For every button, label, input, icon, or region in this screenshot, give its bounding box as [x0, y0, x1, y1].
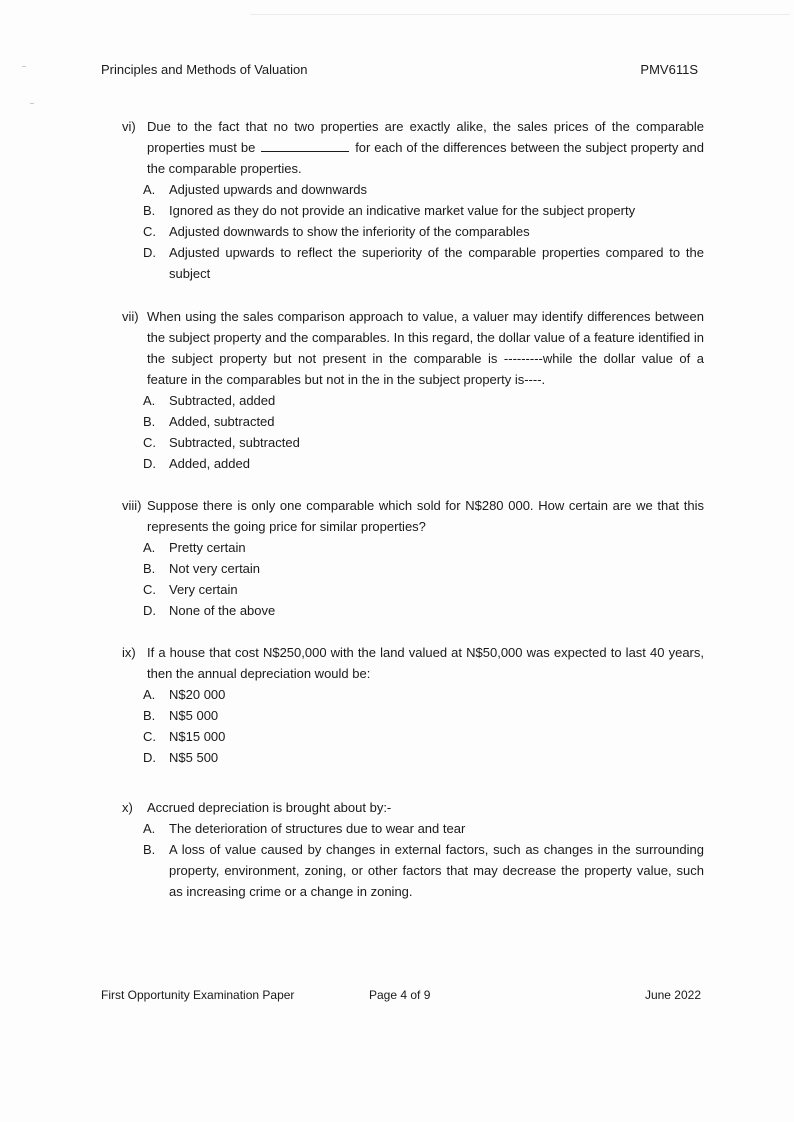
option-letter: D.	[143, 245, 156, 260]
scan-speck	[30, 103, 34, 104]
option-text: Subtracted, subtracted	[169, 435, 300, 450]
question-text-part1: Due to the fact that no two properties are exactly alike, the sales prices of the comparable properties must be	[147, 119, 704, 155]
option-c	[122, 726, 704, 747]
option-text: Adjusted downwards to show the inferiority of the comparables	[169, 224, 530, 239]
option-letter: A.	[143, 393, 156, 408]
option-text: N$5 000	[169, 708, 219, 723]
option-letter: A.	[143, 821, 156, 836]
option-text: N$5 500	[169, 750, 219, 765]
option-text: Adjusted upwards to reflect the superiority of the comparable properties compared to the subject	[169, 245, 704, 281]
option-letter: B.	[143, 203, 156, 218]
option-c	[122, 221, 704, 242]
page-header	[101, 62, 698, 80]
option-letter: C.	[143, 435, 156, 450]
option-a	[122, 818, 704, 839]
option-letter: C.	[143, 729, 156, 744]
question-number: ix)	[122, 645, 136, 660]
option-letter: A.	[143, 687, 156, 702]
option-b	[122, 705, 704, 726]
question-number: vi)	[122, 119, 136, 134]
answer-blank	[261, 139, 349, 152]
option-text: Pretty certain	[169, 540, 246, 555]
option-d	[122, 242, 704, 284]
question-stem: Accrued depreciation is brought about by:-	[147, 800, 392, 815]
options-list	[122, 684, 704, 768]
question-x	[122, 797, 704, 902]
option-text: The deterioration of structures due to wear and tear	[169, 821, 466, 836]
option-c	[122, 432, 704, 453]
option-b	[122, 200, 704, 221]
question-vii	[122, 306, 704, 474]
exam-date: June 2022	[644, 988, 701, 1002]
options-list	[122, 537, 704, 621]
option-d	[122, 453, 704, 474]
option-d	[122, 747, 704, 768]
question-number: viii)	[122, 498, 142, 513]
question-stem: Suppose there is only one comparable which sold for N$280 000. How certain are we that this represents the going price for similar properties?	[147, 498, 704, 534]
option-text: Ignored as they do not provide an indicative market value for the subject property	[169, 203, 636, 218]
options-list	[122, 818, 704, 902]
option-text: Subtracted, added	[169, 393, 276, 408]
option-letter: B.	[143, 561, 156, 576]
course-code: PMV611S	[640, 62, 698, 77]
question-number: vii)	[122, 309, 139, 324]
option-letter: D.	[143, 750, 156, 765]
option-letter: D.	[143, 603, 156, 618]
option-letter: C.	[143, 224, 156, 239]
option-a	[122, 390, 704, 411]
option-a	[122, 179, 704, 200]
page-number: Page 4 of 9	[369, 988, 431, 1002]
scan-artifact-line	[250, 14, 790, 15]
option-text: A loss of value caused by changes in external factors, such as changes in the surrounding property, environment, zoning, or other factors that may decrease the property value, such as increasing crime or a change in zoning.	[169, 842, 704, 899]
option-b	[122, 411, 704, 432]
option-a	[122, 684, 704, 705]
option-text: Added, subtracted	[169, 414, 275, 429]
option-letter: A.	[143, 182, 156, 197]
option-text: None of the above	[169, 603, 276, 618]
options-list	[122, 179, 704, 284]
option-b	[122, 558, 704, 579]
course-title: Principles and Methods of Valuation	[101, 62, 308, 77]
option-text: Not very certain	[169, 561, 261, 576]
question-number: x)	[122, 800, 133, 815]
option-c	[122, 579, 704, 600]
option-letter: D.	[143, 456, 156, 471]
question-text-part2: for each of the differences between the subject property and the comparable properties.	[147, 140, 704, 176]
question-stem: If a house that cost N$250,000 with the land valued at N$50,000 was expected to last 40 years, then the annual depreciation would be:	[147, 645, 704, 681]
question-viii	[122, 495, 704, 621]
page-footer	[101, 988, 701, 1006]
option-text: Added, added	[169, 456, 250, 471]
question-stem: When using the sales comparison approach to value, a valuer may identify differences between the subject property and the comparables. In this regard, the dollar value of a feature identified in the subject property but not present in the comparable is ---------while the dollar value of a feature in the comparables but not in the in the subject property is----.	[147, 309, 704, 387]
option-text: N$20 000	[169, 687, 226, 702]
option-a	[122, 537, 704, 558]
options-list	[122, 390, 704, 474]
option-text: Adjusted upwards and downwards	[169, 182, 368, 197]
option-d	[122, 600, 704, 621]
question-stem	[147, 116, 704, 179]
question-ix	[122, 642, 704, 768]
question-vi	[122, 116, 704, 284]
option-letter: B.	[143, 708, 156, 723]
option-text: Very certain	[169, 582, 238, 597]
option-letter: C.	[143, 582, 156, 597]
option-b	[122, 839, 704, 902]
option-letter: A.	[143, 540, 156, 555]
option-letter: B.	[143, 842, 156, 857]
option-text: N$15 000	[169, 729, 226, 744]
exam-name: First Opportunity Examination Paper	[101, 988, 295, 1002]
scan-speck	[22, 66, 26, 67]
option-letter: B.	[143, 414, 156, 429]
